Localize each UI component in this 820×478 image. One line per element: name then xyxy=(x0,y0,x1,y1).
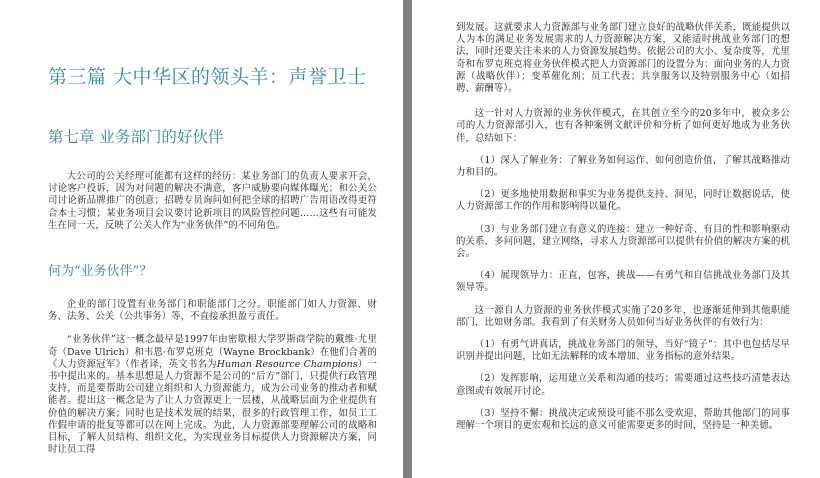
finance-intro-paragraph: 这一源自人力资源的业务伙伴模式实施了20多年，也逐渐延伸到其他职能部门，比如财务部。我看到了有关财务人员如何当好业务伙伴的有效行为： xyxy=(456,304,790,328)
section-title: 何为“业务伙伴”？ xyxy=(48,264,153,280)
bp-text-before: “业务伙伴”这一概念最早是1997年由密歇根大学罗斯商学院的戴维·尤里奇（Dave Ulrich）和韦恩·布罗克班克（Wayne Brockbank）在他们合著的《人力资源冠军》（作者译，英文书名为 xyxy=(48,334,377,370)
model-intro-paragraph: 这一针对人力资源的业务伙伴模式，在其创立至今的20多年中，被众多公司的人力资源部引入，也有各种案例文献评价和分析了如何更好地成为业务伙伴，总结如下： xyxy=(456,108,790,144)
finance-point-1: （1）有勇气讲真话，挑战业务部门的领导，当好“镜子”：其中也包括尽早识别并提出问题，比如无法解释的成本增加、业务指标的意外结果。 xyxy=(456,339,790,363)
part-title: 第三篇 大中华区的领头羊：声誉卫士 xyxy=(48,66,367,88)
book-title-english: Human Resource Champions xyxy=(216,358,358,370)
hr-point-2: （2）更多地使用数据和事实为业务提供支持、洞见，同时让数据说话，使人力资源部工作的作用和影响得以量化。 xyxy=(456,189,790,213)
finance-point-3: （3）坚持不懈：挑战决定或预设可能不那么受欢迎，帮助其他部门的同事理解一个项目的更宏观和长远的意义可能需要更多的时间，坚持是一种美德。 xyxy=(456,407,790,432)
org-paragraph: 企业的部门设置有业务部门和职能部门之分。职能部门如人力资源、财务、法务、公关（公共事务）等，不直接承担盈亏责任。 xyxy=(48,299,377,323)
finance-point-2: （2）发挥影响，运用建立关系和沟通的技巧；需要通过这些技巧清楚表达意图或有效展开讨论。 xyxy=(456,373,790,397)
left-page xyxy=(0,0,403,478)
right-page xyxy=(412,0,820,478)
continued-paragraph: 到发展。这就要求人力资源部与业务部门建立良好的战略伙伴关系，既能提供以人为本的满足业务发展需求的人力资源解决方案，又能适时挑战业务部门的想法，同时还要关注未来的人力资源发展趋势。依据公司的大小、复杂度等，尤里奇和布罗克班克将业务伙伴模式把人力资源部门的设置分为：面向业务的人力资源（战略伙伴）；变革催化剂；员工代表；共享服务以及特别服务中心（如招聘、薪酬等）。 xyxy=(456,22,790,95)
bp-text-after: ）一书中提出来的。基本思想是人力资源不是公司的“后方”部门，只提供行政管理支持，而是要帮助公司建立组织和人力资源能力，成为公司业务的推动者和赋能者。提出这一概念是为了让人力资源更上一层楼，从战略层面为企业提供有价值的解决方案；同时也是技术发展的结果，很多的行政管理工作，如员工工作假申请的批复等都可以在网上完成。为此，人力资源部要理解公司的战略和目标，了解人员结构、组织文化，为实现业务目标提供人力资源解决方案，同时让员工得 xyxy=(48,358,378,456)
intro-paragraph: 大公司的公关经理可能都有这样的经历：某业务部门的负责人要求开会，讨论客户投诉，因为对问题的解决不满意，客户威胁要向媒体曝光；和公关公司讨论新品牌推广的创意；招聘专员询问如何把全球的招聘广告用语改得更符合本土习惯；某业务项目会议要讨论新项目的风险管控问题……这些有可能发生在同一天，反映了公关人作为“业务伙伴”的不同角色。 xyxy=(48,171,377,231)
chapter-title: 第七章 业务部门的好伙伴 xyxy=(48,128,224,146)
business-partner-paragraph xyxy=(48,334,377,456)
hr-point-3: （3）与业务部门建立有意义的连接：建立一种好奇、有目的性和影响驱动的关系，多问问题，建立网络，寻求人力资源部可以提供有价值的解决方案的机会。 xyxy=(456,223,790,260)
hr-point-4: （4）展现领导力：正直，包容，挑战——有勇气和自信挑战业务部门及其领导等。 xyxy=(456,270,790,294)
hr-point-1: （1）深入了解业务：了解业务如何运作、如何创造价值，了解其战略推动力和目的。 xyxy=(456,154,790,179)
